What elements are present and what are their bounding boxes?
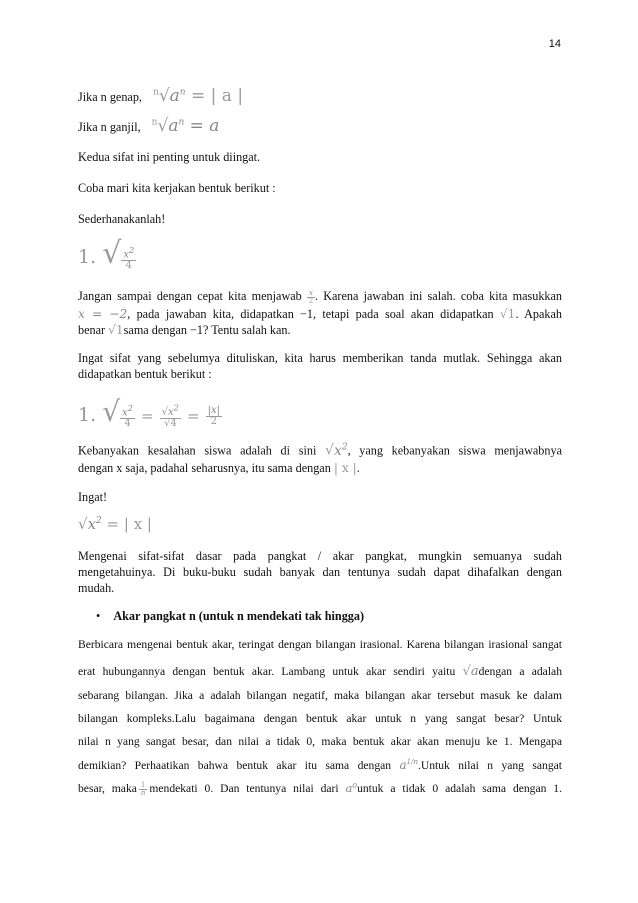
formula-odd: $^n√a^n = a$ <box>151 116 220 136</box>
text-odd: Jika n ganjil, <box>78 120 141 134</box>
paragraph-4-line-3: mudah. <box>78 581 115 595</box>
line-remember: Ingat! <box>78 490 108 504</box>
line-simplify: Sederhanakanlah! <box>78 212 166 226</box>
paragraph-5-line-6: demikian? Perhaatikan bahwa bentuk akar itu sama dengan $a^{1/n}.Untuk$ nilai n yang sangat <box>78 758 562 772</box>
paragraph-5-line-7: besar, maka $\frac{1}{n}$ mendekati 0. Dan tentunya nilai dari a⁰untuk a tidak 0 adalah sama dengan 1. <box>78 780 563 797</box>
paragraph-2-line-2: didapatkan bentuk berikut : <box>78 367 212 381</box>
paragraph-2-line-1: Ingat sifat yang sebelumya dituliskan, kita harus memberikan tanda mutlak. Sehingga akan <box>78 351 562 365</box>
formula-2: 1. √ $\frac{x^2}{4}$ = $\frac{√x^2}{√4}$ = $\frac{|x|}{2}$ <box>78 395 221 429</box>
paragraph-1-line-3: benar √1sama dengan −1? Tentu salah kan. <box>78 323 291 337</box>
paragraph-3-line-1: Kebanyakan kesalahan siswa adalah di sini $√x^2$, yang kebanyakan siswa menjawabnya <box>78 442 562 459</box>
formula-1: 1. √ $\frac{x^2}{4}$ <box>78 236 135 271</box>
formula-remember: $√x^2$ = | x | <box>78 515 152 533</box>
bullet-heading: • Akar pangkat n (untuk n mendekati tak hingga) <box>96 609 365 623</box>
paragraph-4-line-1: Mengenai sifat-sifat dasar pada pangkat / akar pangkat, mungkin semuanya sudah <box>78 549 562 563</box>
line-instruction: Coba mari kita kerjakan bentuk berikut : <box>78 181 276 195</box>
formula-even: $^n√a^n$ = | a | <box>153 86 244 106</box>
line-note: Kedua sifat ini penting untuk diingat. <box>78 150 261 164</box>
paragraph-1-line-2: x = −2, pada jawaban kita, didapatkan −1, tetapi pada soal akan didapatkan √1. Apakah <box>78 307 562 321</box>
bullet-icon: • <box>96 609 101 623</box>
paragraph-1-line-1: Jangan sampai dengan cepat kita menjawab $\frac{x}{2}$ . Karena jawaban ini salah. coba kita masukkan <box>78 288 563 305</box>
text-even: Jika n genap, <box>78 90 142 104</box>
paragraph-3-line-2: dengan x saja, padahal seharusnya, itu sama dengan | x |. <box>78 461 360 475</box>
paragraph-5-line-2: erat hubungannya dengan bentuk akar. Lambang untuk akar sendiri yaitu √adengan a adalah <box>78 664 562 679</box>
page-number: 14 <box>548 38 561 50</box>
paragraph-5-line-1: Berbicara mengenai bentuk akar, teringat dengan bilangan irasional. Karena bilangan irasional sangat <box>78 638 562 651</box>
paragraph-5-line-4: bilangan kompleks.Lalu bagaimana dengan bentuk akar untuk n yang sangat besar? Untuk <box>78 712 562 725</box>
paragraph-5-line-5: nilai n yang sangat besar, dan nilai a tidak 0, maka bentuk akar akan menuju ke 1. Mengapa <box>78 735 562 748</box>
line-odd <box>78 116 219 136</box>
paragraph-4-line-2: mengetahuinya. Di buku-buku sudah banyak dan tentunya sudah dapat dihafalkan dengan <box>78 565 562 579</box>
paragraph-5-line-3: sebarang bilangan. Jika a adalah bilangan negatif, maka bilangan akar tersebut masuk ke dalam <box>78 689 562 702</box>
line-even <box>78 86 243 106</box>
